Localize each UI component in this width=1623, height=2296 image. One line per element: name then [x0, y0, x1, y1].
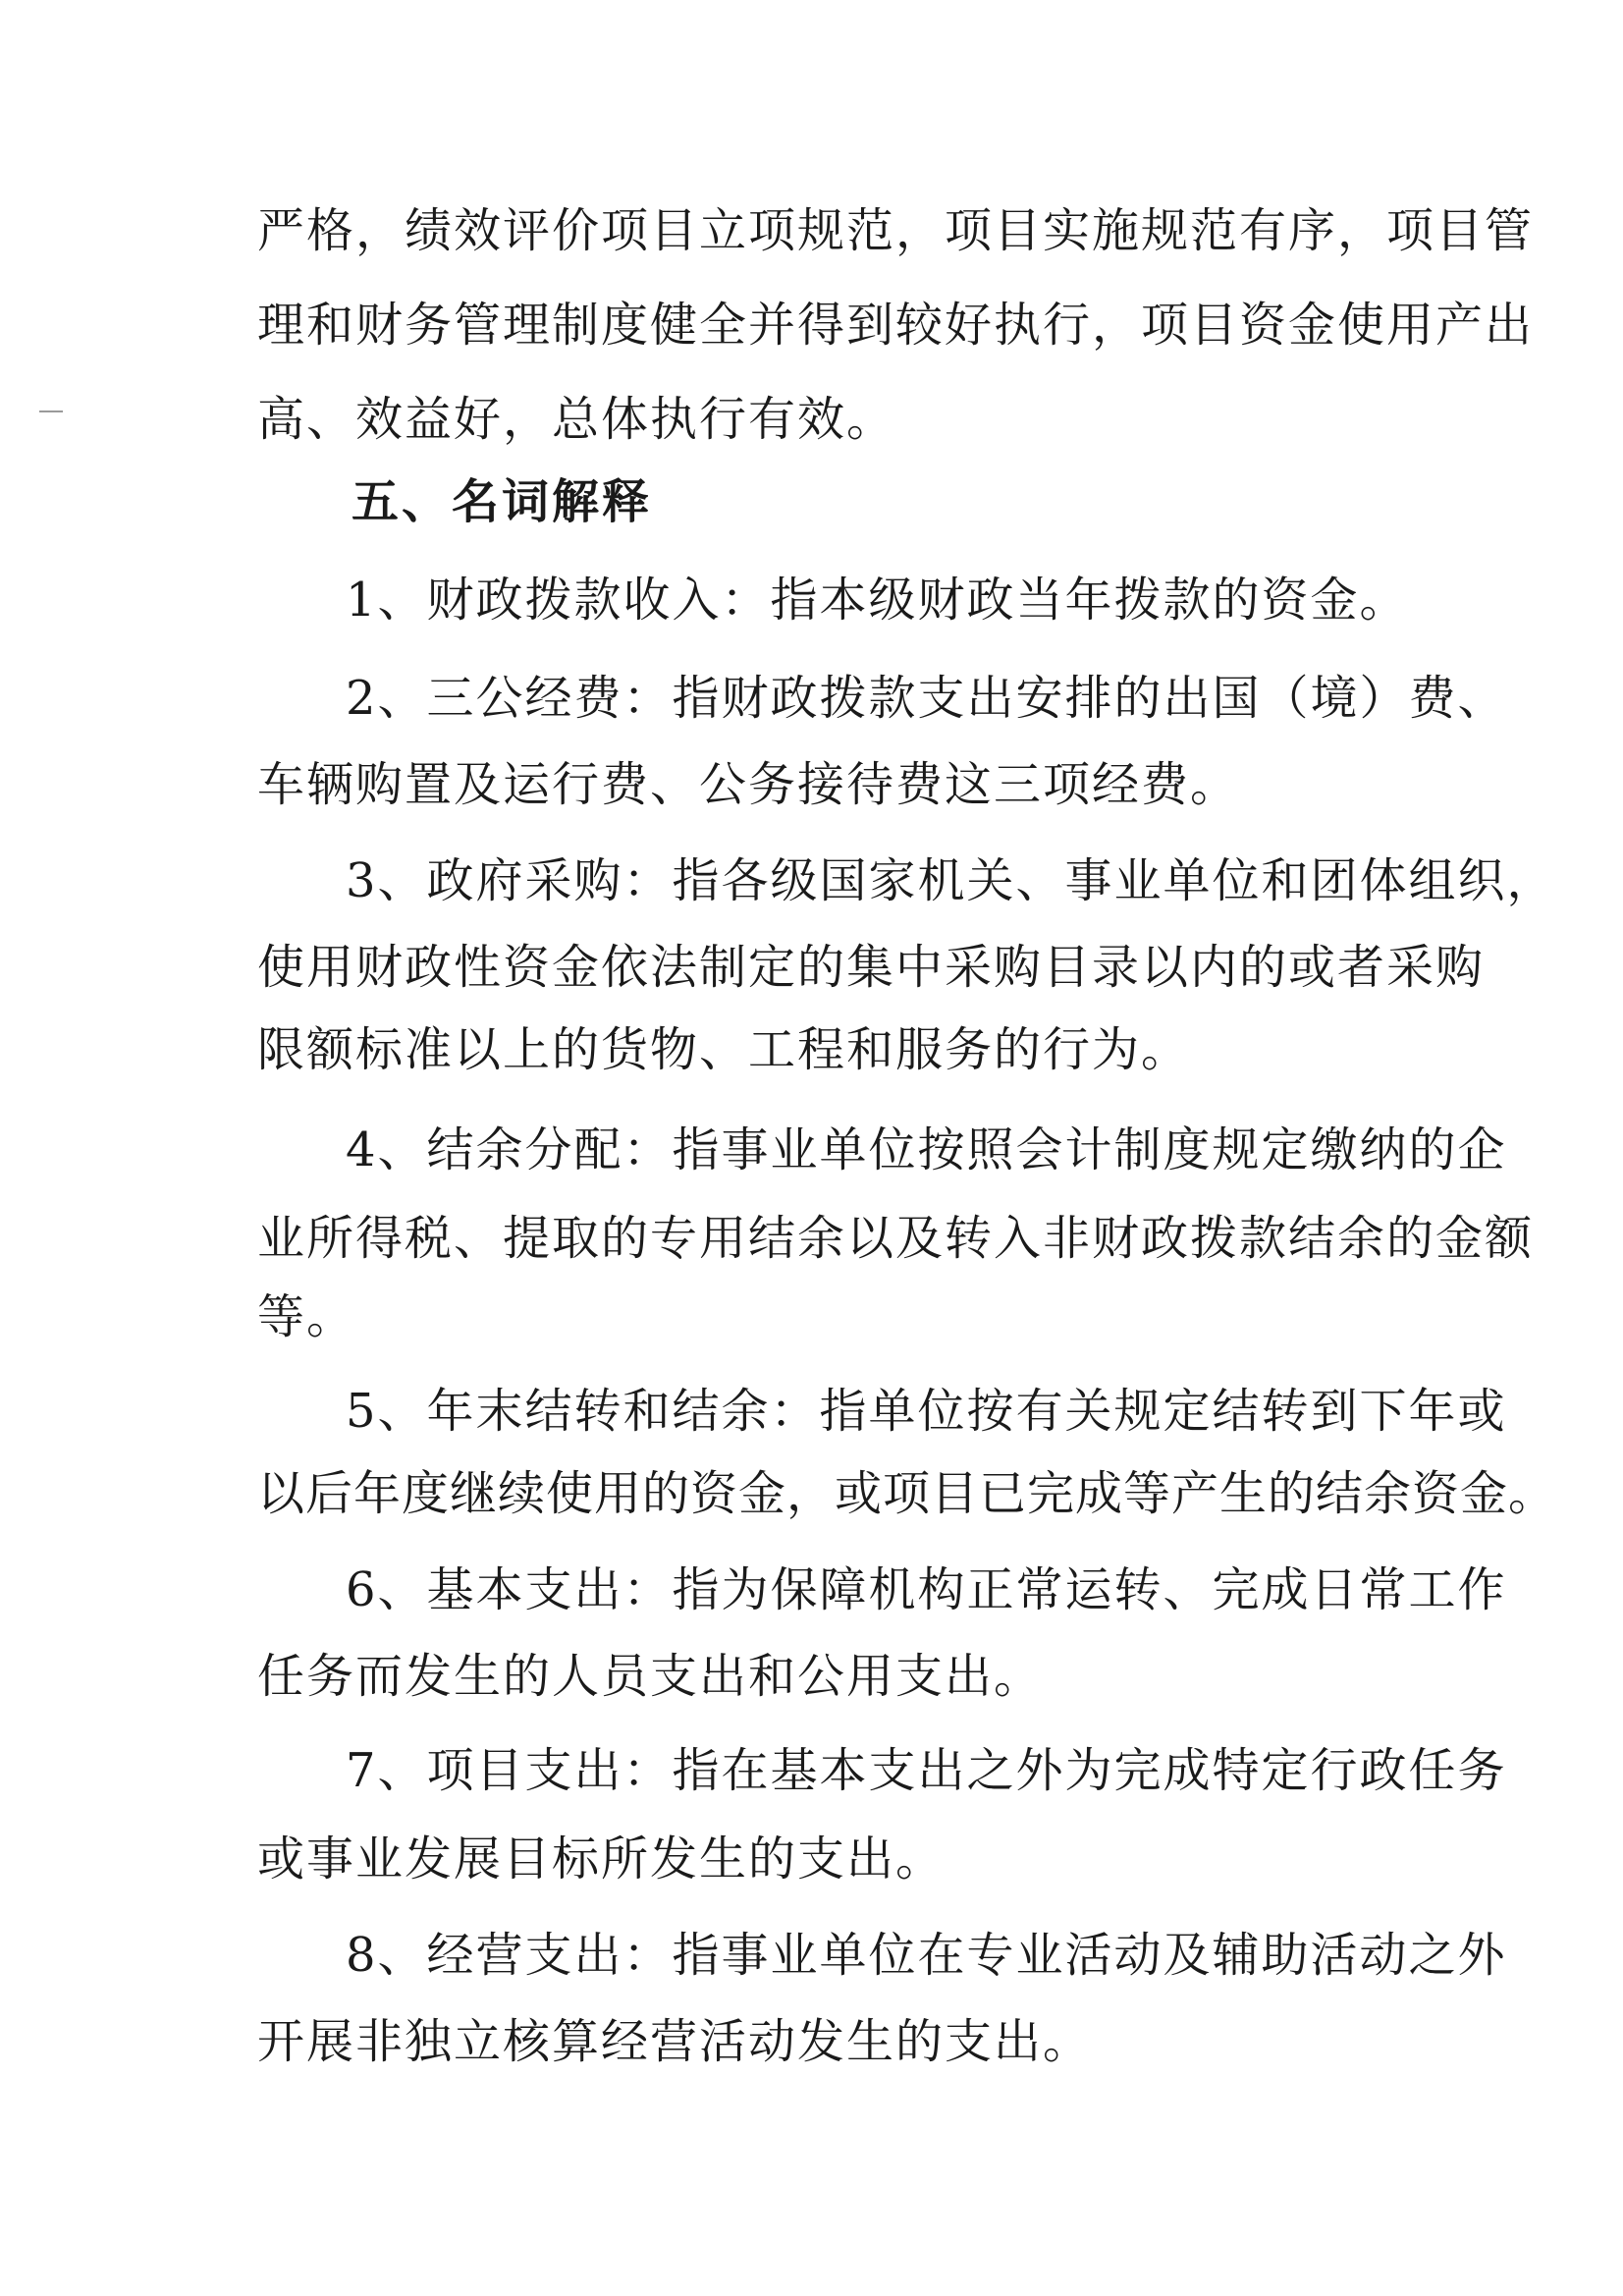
- term-5-line-1: 5、年末结转和结余：指单位按有关规定结转到下年或: [346, 1384, 1507, 1439]
- term-4-line-1: 4、结余分配：指事业单位按照会计制度规定缴纳的企: [346, 1122, 1507, 1177]
- term-1-line-1: 1、财政拨款收入：指本级财政当年拨款的资金。: [346, 573, 1409, 628]
- term-7-line-1: 7、项目支出：指在基本支出之外为完成特定行政任务: [346, 1743, 1507, 1798]
- term-7-line-2: 或事业发展目标所发生的支出。: [257, 1831, 946, 1886]
- term-2-line-2: 车辆购置及运行费、公务接待费这三项经费。: [257, 757, 1240, 812]
- term-3-line-3: 限额标准以上的货物、工程和服务的行为。: [257, 1022, 1191, 1077]
- section-title: 五、名词解释: [352, 474, 653, 529]
- term-4-line-3: 等。: [257, 1289, 356, 1344]
- term-5-line-2: 以后年度继续使用的资金，或项目已完成等产生的结余资金。: [257, 1466, 1557, 1521]
- term-6-line-1: 6、基本支出：指为保障机构正常运转、完成日常工作: [346, 1562, 1507, 1617]
- term-2-line-1: 2、三公经费：指财政拨款支出安排的出国（境）费、: [346, 671, 1507, 726]
- intro-line-2: 理和财务管理制度健全并得到较好执行，项目资金使用产出: [257, 298, 1535, 353]
- scan-mark: [39, 410, 63, 412]
- term-3-line-2: 使用财政性资金依法制定的集中采购目录以内的或者采购: [257, 940, 1486, 995]
- term-8-line-2: 开展非独立核算经营活动发生的支出。: [257, 2014, 1093, 2069]
- term-6-line-2: 任务而发生的人员支出和公用支出。: [257, 1649, 1044, 1704]
- intro-line-3: 高、效益好，总体执行有效。: [257, 392, 896, 447]
- term-8-line-1: 8、经营支出：指事业单位在专业活动及辅助活动之外: [346, 1928, 1507, 1983]
- term-4-line-2: 业所得税、提取的专用结余以及转入非财政拨款结余的金额: [257, 1211, 1535, 1266]
- intro-line-1: 严格，绩效评价项目立项规范，项目实施规范有序，项目管: [257, 203, 1535, 258]
- term-3-line-1: 3、政府采购：指各级国家机关、事业单位和团体组织，: [346, 853, 1556, 908]
